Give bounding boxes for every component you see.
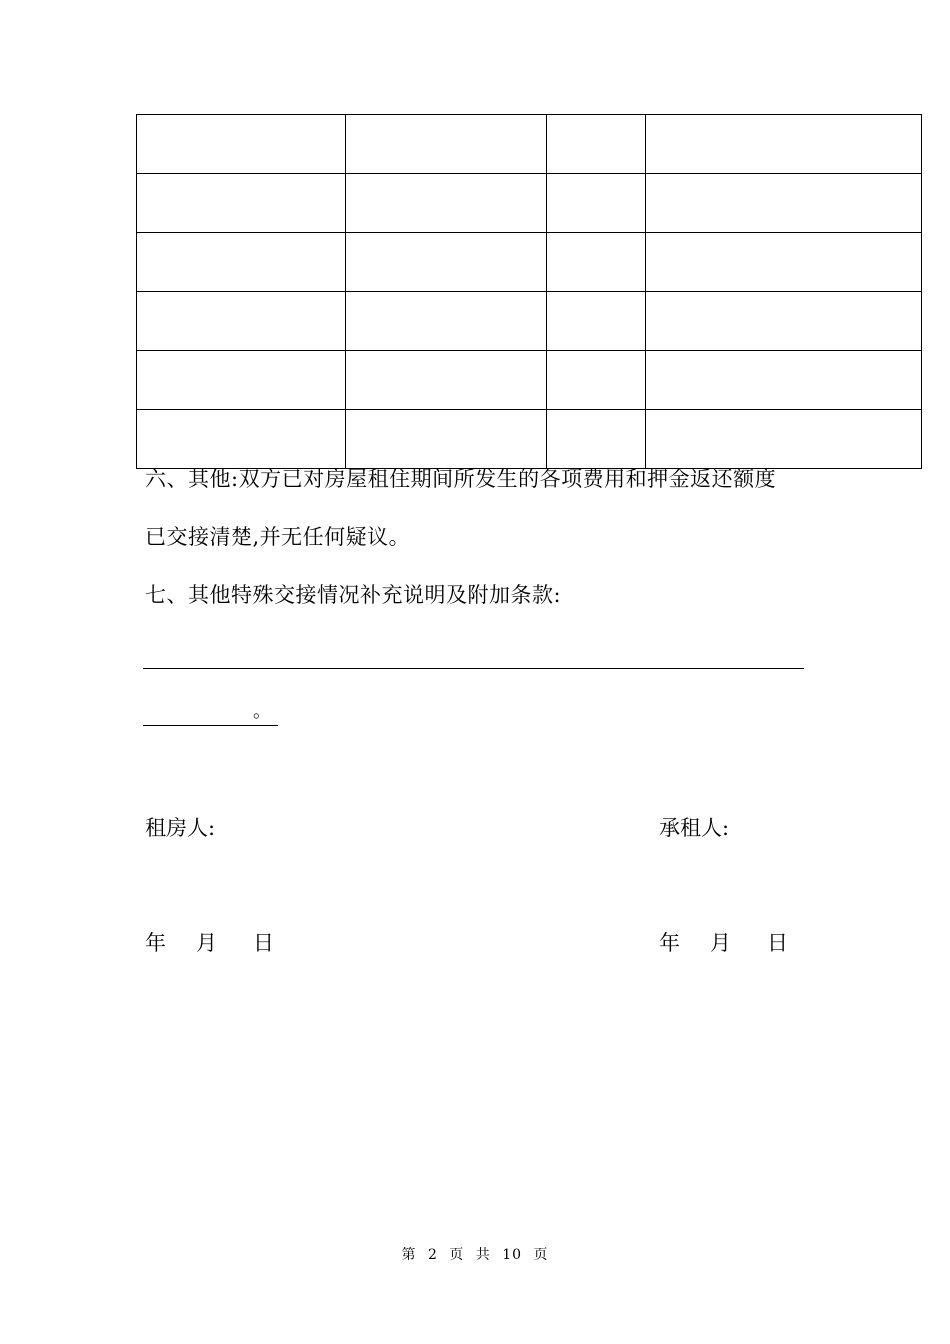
table-cell — [346, 233, 547, 292]
table-cell — [646, 233, 922, 292]
table-cell — [646, 174, 922, 233]
handover-items-table — [136, 114, 922, 469]
table-cell — [137, 410, 346, 469]
month-label: 月 — [710, 931, 731, 955]
table-row — [137, 292, 922, 351]
table-cell — [646, 410, 922, 469]
table-cell — [547, 410, 646, 469]
table-cell — [346, 410, 547, 469]
day-label: 日 — [767, 931, 788, 955]
table-cell — [547, 233, 646, 292]
table-cell — [346, 115, 547, 174]
table-cell — [137, 115, 346, 174]
supplement-period: 。 — [253, 701, 271, 722]
day-label: 日 — [253, 931, 274, 955]
table-cell — [346, 351, 547, 410]
year-label: 年 — [659, 931, 680, 955]
table-cell — [137, 292, 346, 351]
table-row — [137, 174, 922, 233]
tenant-label: 承租人: — [659, 816, 730, 840]
landlord-date — [145, 929, 274, 957]
clause-6-line-1: 六、其他:双方已对房屋租住期间所发生的各项费用和押金返还额度 — [145, 467, 777, 491]
table-cell — [646, 292, 922, 351]
page-number: 第 2 页 共 10 页 — [401, 1247, 549, 1263]
table-cell — [137, 351, 346, 410]
supplement-fill-line-2 — [143, 725, 278, 726]
table-cell — [346, 174, 547, 233]
table-cell — [137, 233, 346, 292]
table-cell — [547, 351, 646, 410]
tenant-date — [659, 929, 788, 957]
month-label: 月 — [196, 931, 217, 955]
table-cell — [646, 115, 922, 174]
landlord-label: 租房人: — [145, 816, 216, 840]
table-cell — [346, 292, 547, 351]
table-cell — [547, 174, 646, 233]
table-row — [137, 351, 922, 410]
table-cell — [547, 115, 646, 174]
table-cell — [646, 351, 922, 410]
table-cell — [137, 174, 346, 233]
clause-6-line-2: 已交接清楚,并无任何疑议。 — [145, 525, 411, 549]
table-row — [137, 410, 922, 469]
clause-7-heading: 七、其他特殊交接情况补充说明及附加条款: — [145, 583, 562, 607]
table-row — [137, 115, 922, 174]
year-label: 年 — [145, 931, 166, 955]
table-row — [137, 233, 922, 292]
supplement-fill-line-1 — [143, 668, 804, 669]
table-cell — [547, 292, 646, 351]
